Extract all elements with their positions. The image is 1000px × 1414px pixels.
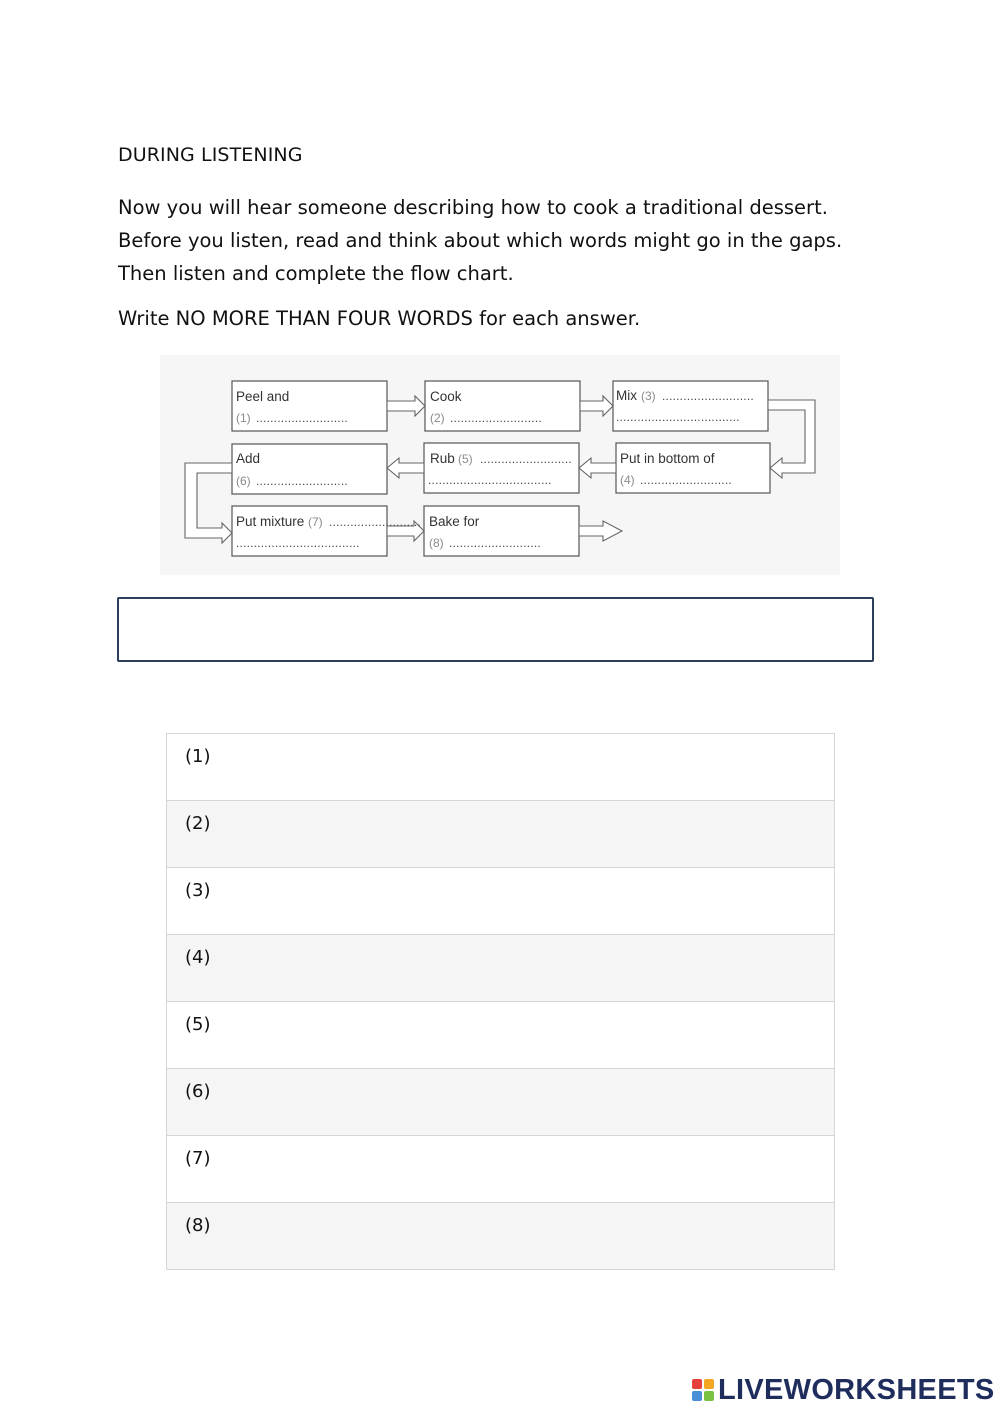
flow-arrow [579,521,622,541]
instruction-line: Now you will hear someone describing how to cook a traditional dessert. [118,196,828,219]
answer-row[interactable]: (4) [167,935,834,1002]
answers-table [166,733,835,1270]
flow-chart [160,355,840,575]
answer-row[interactable]: (2) [167,801,834,868]
flow-step-number: (6) [236,474,251,488]
answer-input-box[interactable] [117,597,874,662]
flow-step-label: Peel and [236,389,290,404]
flow-step-number: (4) [620,473,635,487]
flow-arrow [387,458,424,478]
flow-step-label: Bake for [429,514,480,529]
answer-row[interactable]: (3) [167,868,834,935]
flow-step-blank: .......................... [256,474,348,488]
flow-step-blank: .......................... [480,452,572,466]
flow-step-blank: .......................... [450,411,542,425]
logo-square [704,1391,714,1401]
flow-step-blank: ................................... [428,473,552,487]
instruction-line: Then listen and complete the flow chart. [118,262,514,285]
brand-name: LIVEWORKSHEETS [718,1373,995,1406]
flow-arrow [579,458,616,478]
flow-step-blank: .......................... [256,411,348,425]
flow-arrow [387,396,425,416]
answer-row[interactable]: (6) [167,1069,834,1136]
answer-row[interactable]: (7) [167,1136,834,1203]
logo-icon [692,1379,714,1401]
flow-step-number: (8) [429,536,444,550]
answer-row[interactable]: (5) [167,1002,834,1069]
answer-row[interactable]: (1) [167,734,834,801]
answer-row[interactable]: (8) [167,1203,834,1270]
flow-step-label: Put in bottom of [620,451,715,466]
flow-arrow [580,396,613,416]
flow-step-label: Rub [430,451,455,466]
section-heading: DURING LISTENING [118,144,303,166]
flow-step-label: Put mixture [236,514,305,529]
flow-step-number: (2) [430,411,445,425]
flow-step-blank: ................................... [236,536,360,550]
flow-chart-diagram [160,355,840,575]
flow-step-label: Cook [430,389,462,404]
logo-square [704,1379,714,1389]
flow-step-label: Add [236,451,261,466]
flow-step-number: (5) [458,452,473,466]
flow-step-blank: .......................... [662,389,754,403]
flow-step-blank: ................................... [616,410,740,424]
instruction-line: Before you listen, read and think about which words might go in the gaps. [118,229,843,252]
flow-step-number: (3) [641,389,656,403]
flow-step-blank: .......................... [449,536,541,550]
logo-square [692,1379,702,1389]
flow-step-number: (1) [236,411,251,425]
logo-square [692,1391,702,1401]
word-limit-instruction: Write NO MORE THAN FOUR WORDS for each answer. [118,307,641,330]
instructions [118,191,898,290]
flow-step-blank: .......................... [640,473,732,487]
flow-step-label: Mix [616,388,637,403]
flow-arrow [185,463,232,543]
liveworksheets-logo [692,1374,995,1406]
flow-step-number: (7) [308,515,323,529]
flow-step-blank: .......................... [329,515,421,529]
flow-arrow [768,400,815,478]
